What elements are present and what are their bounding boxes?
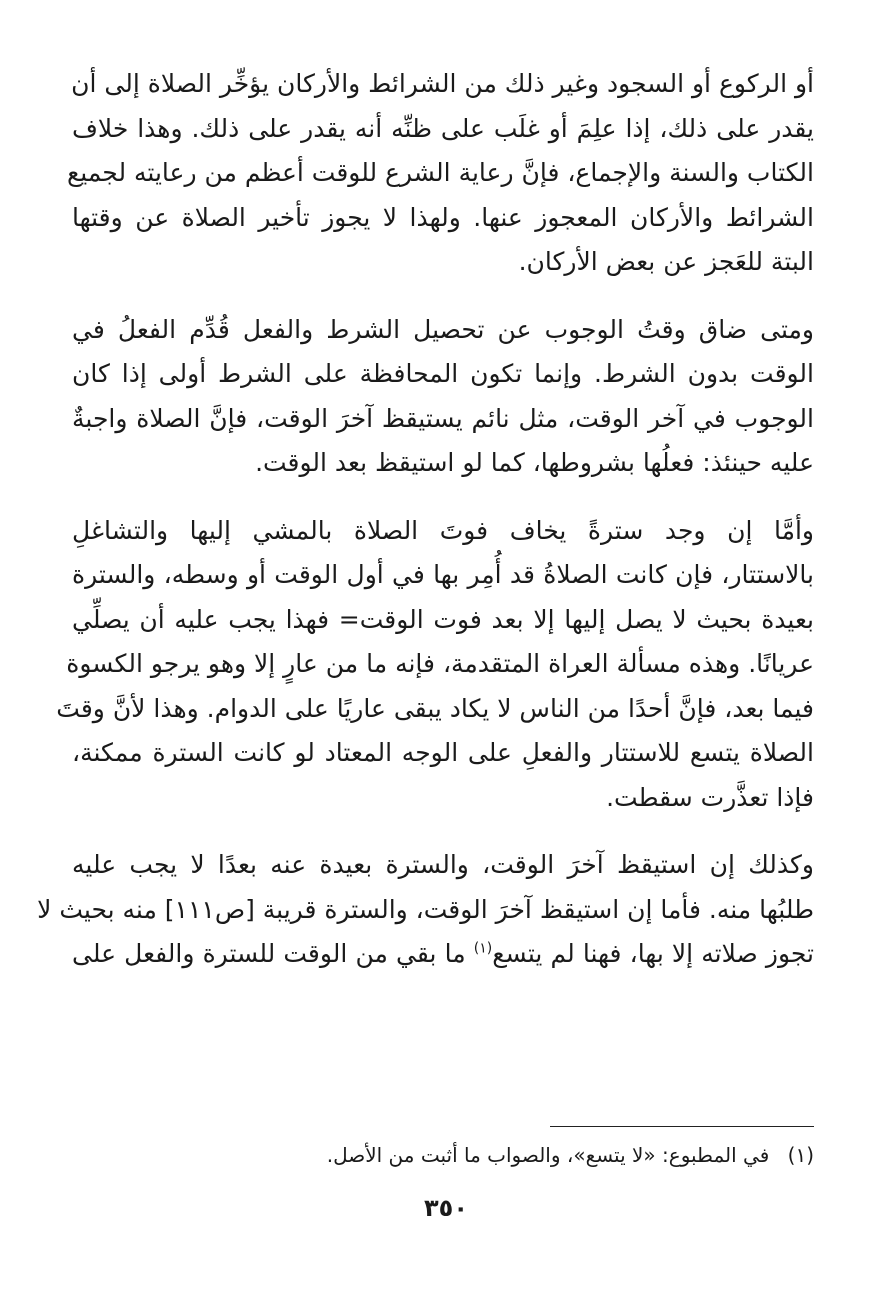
footnote-divider bbox=[550, 1126, 814, 1127]
footnote-text: في المطبوع: «لا يتسع»، والصواب ما أثبت من الأصل. bbox=[326, 1143, 770, 1167]
text-line: عليه حينئذ: فعلُها بشروطها، كما لو استيقظ بعد الوقت. bbox=[255, 448, 814, 477]
text-line: بالاستتار، فإن كانت الصلاةُ قد أُمِر بها في أول الوقت أو وسطه، والسترة bbox=[72, 560, 814, 589]
text-line: عريانًا. وهذه مسألة العراة المتقدمة، فإنه ما من عارٍ إلا وهو يرجو الكسوة bbox=[66, 649, 814, 678]
text-line: الكتاب والسنة والإجماع، فإنَّ رعاية الشرع للوقت أعظم من رعايته لجميع bbox=[67, 158, 814, 187]
text-line: يقدر على ذلك، إذا علِمَ أو غلَب على ظنِّه أنه يقدر على ذلك. وهذا خلاف bbox=[72, 113, 814, 143]
text-line-with-footnote-ref bbox=[72, 932, 814, 977]
text-line: وكذلك إن استيقظ آخرَ الوقت، والسترة بعيدة عنه بعدًا لا يجب عليه bbox=[72, 850, 814, 879]
paragraph-3 bbox=[56, 509, 814, 821]
text-line: ومتى ضاق وقتُ الوجوب عن تحصيل الشرط والفعل قُدِّم الفعلُ في bbox=[72, 314, 814, 344]
text-line: البتة للعَجز عن بعض الأركان. bbox=[518, 247, 814, 276]
text-line: وأمَّا إن وجد سترةً يخاف فوتَ الصلاة بالمشي إليها والتشاغلِ bbox=[72, 515, 814, 545]
text-segment: ما بقي من الوقت للسترة والفعل على bbox=[72, 939, 474, 968]
text-line: الوقت بدون الشرط. وإنما تكون المحافظة على الشرط أولى إذا كان bbox=[72, 359, 814, 388]
footnote bbox=[72, 1138, 814, 1172]
text-line: الشرائط والأركان المعجوز عنها. ولهذا لا يجوز تأخير الصلاة عن وقتها bbox=[72, 202, 814, 232]
footnote-reference[interactable]: (١) bbox=[473, 940, 493, 957]
paragraph-1 bbox=[67, 62, 814, 285]
text-line: فيما بعد، فإنَّ أحدًا من الناس لا يكاد يبقى عاريًا على الدوام. وهذا لأنَّ وقتَ bbox=[56, 693, 814, 723]
text-segment: تجوز صلاته إلا بها، فهنا لم يتسع bbox=[492, 939, 814, 968]
page-number: ٣٥٠ bbox=[424, 1194, 468, 1222]
text-line: الصلاة يتسع للاستتار والفعلِ على الوجه المعتاد لو كانت السترة ممكنة، bbox=[72, 738, 814, 767]
paragraph-4 bbox=[37, 843, 814, 977]
text-line: فإذا تعذَّرت سقطت. bbox=[606, 782, 814, 812]
page-body bbox=[37, 62, 814, 977]
text-line: بعيدة بحيث لا يصل إليها إلا بعد فوت الوقت= فهذا يجب عليه أن يصلِّي bbox=[72, 604, 814, 634]
paragraph-2 bbox=[72, 308, 814, 486]
footnote-number: (١) bbox=[787, 1143, 814, 1167]
text-line: أو الركوع أو السجود وغير ذلك من الشرائط والأركان يؤخِّر الصلاة إلى أن bbox=[71, 69, 814, 98]
text-line: طلبُها منه. فأما إن استيقظ آخرَ الوقت، والسترة قريبة [ص١١١] منه بحيث لا bbox=[37, 894, 814, 924]
text-line: الوجوب في آخر الوقت، مثل نائم يستيقظ آخرَ الوقت، فإنَّ الصلاة واجبةٌ bbox=[72, 403, 814, 433]
